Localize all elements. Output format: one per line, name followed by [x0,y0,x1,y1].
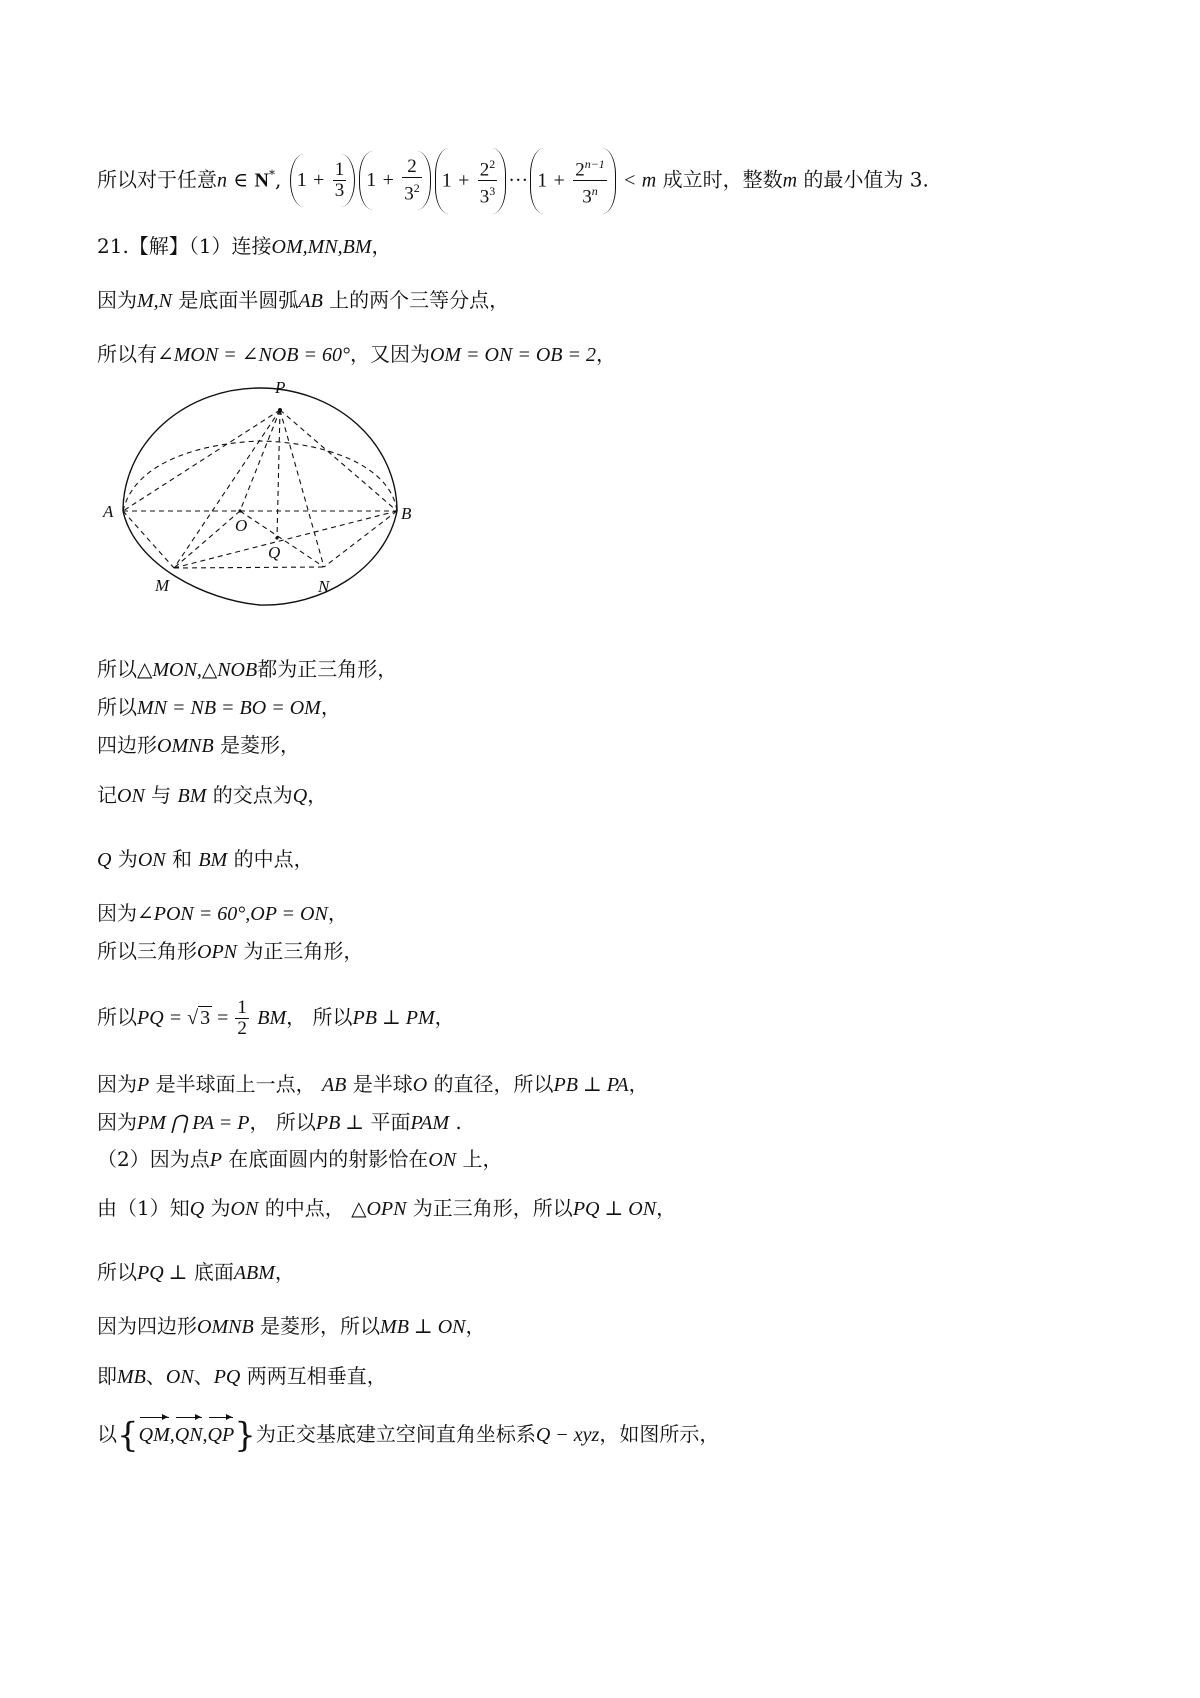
lines-l18-end: ， [465,1314,486,1338]
line-19 [97,1362,387,1391]
line-17 [97,1258,295,1287]
lines-l1-p2-den: 3 [404,183,414,205]
lines-l20-rb: } [234,1415,256,1456]
lines-l19-c: PQ [213,1366,241,1388]
lines-l11-pre: 所以三角形 [97,939,197,963]
lines-l8-pre: 记 [97,783,117,807]
line-7 [97,731,300,760]
label-n: N [318,577,330,596]
lines-l19-s1: 、 [145,1364,166,1388]
lines-l20-mid: 为正交基底建立空间直角坐标系 [255,1422,536,1446]
lines-l1-p2-plus: + [382,169,394,192]
segment-pn [280,410,324,567]
lines-l13-p: P [137,1074,150,1096]
lines-l18-math1: OMNB [197,1316,254,1338]
lines-l1-mid: 成立时，整数 [656,167,783,192]
lines-l6-end: ， [320,695,341,719]
lines-l1-p1-one: 1 [296,169,307,192]
lines-l16-mid2: 的中点， [258,1196,352,1220]
lines-l1-p1-plus: + [313,169,325,192]
lines-l4-math2: OM = ON = OB = 2 [429,344,596,366]
lines-l3-pre: 因为 [97,288,137,312]
lines-l13-pre: 因为 [97,1072,137,1096]
lines-l1-p1-num: 1 [334,159,345,181]
lines-l1-m2: m [782,169,798,192]
segment-on [240,511,324,567]
lines-l1-p4-num: 2 [575,159,585,181]
lines-l8-mid2: 的交点为 [206,783,293,807]
lines-l5-math: △MON,△NOB [137,659,258,681]
lines-l8-b: BM [177,785,207,807]
lines-l12-eq: = [212,1007,234,1029]
lines-l9-end: 的中点， [227,847,314,871]
line-1 [97,148,929,214]
fraction [402,157,422,204]
lines-l12-end: ， [434,1005,455,1029]
lines-l13-mid3: 的直径，所以 [427,1072,554,1096]
lines-l16-mid1: 为 [204,1196,231,1220]
lines-l4-end: ， [596,342,616,366]
segment-pm [174,410,280,568]
lines-l20-lb: { [117,1415,139,1456]
lines-l15-mid: 在底面圆内的射影恰在 [221,1147,429,1171]
lines-l1-p3-plus: + [458,169,470,192]
lines-l17-end: ， [274,1260,295,1284]
lines-l6-pre: 所以 [97,695,137,719]
lines-l1-lt: < [624,169,636,192]
lines-l17-math: PQ ⊥ [137,1262,188,1284]
lines-l9-c: BM [198,849,228,871]
lines-l1-p3-num: 2 [479,159,490,181]
line-20 [97,1415,720,1456]
lines-l1-m: m [641,169,657,192]
lines-l14-math3: PAM [410,1112,449,1134]
lines-l1-star: * [268,167,275,182]
lines-l9-a: Q [97,849,112,871]
lines-l11-math: OPN [197,941,237,963]
line-16 [97,1194,676,1223]
lines-l3-mid: 是底面半圆弧 [172,288,299,312]
line-5 [97,655,397,684]
segment-mn [174,567,324,568]
lines-l17-pre: 所以 [97,1260,137,1284]
fraction [235,998,249,1039]
lines-l17-abm: ABM [233,1262,275,1284]
lines-l3-end: 上的两个三等分点， [322,288,510,312]
lines-l2-end: ， [371,234,392,258]
lines-l16-on: ON [230,1198,259,1220]
lines-l6-math: MN = NB = BO = OM [137,697,321,719]
factor-1 [290,154,356,207]
lines-l10-end: ， [327,901,348,925]
lines-l1-p3-one: 1 [441,169,452,192]
label-m: M [155,576,170,595]
lines-l10-math: ∠PON = 60°,OP = ON [137,903,328,925]
lines-l9-mid2: 和 [165,847,199,871]
lines-l13-o: O [412,1074,428,1096]
lines-l11-end: 为正三角形， [237,939,364,963]
lines-l19-b: ON [165,1366,194,1388]
lines-l16-q: Q [189,1198,205,1220]
segment-pq [277,410,280,538]
line-12 [97,998,455,1039]
lines-l18-pre: 因为四边形 [97,1314,197,1338]
lines-l20-v1: QM [139,1421,170,1449]
lines-l7-pre: 四边形 [97,733,157,757]
line-18 [97,1312,486,1341]
lines-l1-in: ∈ [233,169,249,192]
lines-l15-p: P [209,1149,222,1171]
line-2 [97,232,392,261]
figure-mark [275,536,278,539]
lines-l14-mid2: 平面 [364,1110,411,1134]
lines-l20-v2: QN [175,1421,203,1449]
lines-l15-on: ON [428,1149,457,1171]
line-10 [97,899,348,928]
lines-l1-p4-den: 3 [582,186,592,208]
segment-pa [123,410,280,511]
lines-l5-pre: 所以 [97,657,137,681]
lines-l12-three: 3 [200,1007,211,1029]
lines-l2-math: OM,MN,BM [271,236,372,258]
lines-l18-mid: 是菱形，所以 [253,1314,381,1338]
factor-3 [435,148,507,214]
lines-l1-prefix: 所以对于任意 [97,167,217,192]
lines-l3-ab: AB [298,290,323,312]
segment-om [174,511,240,568]
factor-4 [530,148,616,214]
lines-l4-mid: ，又因为 [349,342,430,366]
fraction [333,160,347,201]
lines-l1-N: N [254,169,269,192]
lines-l13-mid1: 是半球面上一点， [149,1072,322,1096]
lines-l19-end: 两两互相垂直， [240,1364,387,1388]
line-11 [97,937,363,966]
line-13 [97,1070,649,1099]
lines-l1-p1-den: 3 [334,180,345,202]
figure-mark [238,509,241,512]
lines-l9-mid1: 为 [111,847,138,871]
lines-l1-suffix: 的最小值为 3. [797,167,929,192]
lines-l5-end: 都为正三角形， [257,657,398,681]
lines-l12-bm: BM [257,1007,287,1029]
lines-l8-mid1: 与 [144,783,178,807]
lines-l15-pre: （2）因为点 [97,1147,210,1171]
lines-l14-end: . [448,1110,462,1134]
lines-l1-p3-den: 3 [479,186,490,208]
lines-l4-math1: ∠MON = ∠NOB = 60° [157,344,350,366]
lines-l9-b: ON [137,849,166,871]
lines-l20-v3: QP [208,1421,235,1449]
line-4 [97,340,616,369]
lines-l12-pre: 所以 [97,1005,137,1029]
segment-po [240,410,280,511]
lines-l20-c1: , [169,1424,175,1446]
lines-l14-mid: ， 所以 [249,1110,316,1134]
lines-l7-end: 是菱形， [213,733,301,757]
lines-l1-p4-one: 1 [537,169,548,192]
fraction [478,154,498,208]
lines-l8-c: Q [292,785,308,807]
figure-mark [278,408,282,412]
lines-l20-end: ，如图所示， [599,1422,720,1446]
lines-l19-pre: 即 [97,1364,117,1388]
lines-l19-s2: 、 [193,1364,214,1388]
lines-l14-math2: PB ⊥ [315,1112,365,1134]
label-b: B [401,504,412,523]
lines-l1-dots: ··· [508,169,529,192]
lines-l1-p2-den_exp: 2 [413,181,420,196]
lines-l12-mid: ， 所以 [286,1005,353,1029]
fraction [573,154,607,208]
line-14 [97,1108,462,1137]
lines-l1-p2-num: 2 [402,157,422,178]
lines-l12-num: 1 [237,997,247,1018]
lines-l1-p4-den_exp: n [591,184,598,199]
lines-l16-mid3: 为正三角形，所以 [406,1196,573,1220]
lines-l20-math: Q − xyz [535,1424,600,1446]
lines-l20-c2: , [202,1424,208,1446]
line-15 [97,1145,502,1174]
lines-l16-tri: △OPN [351,1198,407,1220]
factor-2 [359,151,431,210]
lines-l12-pq: PQ = [137,1007,188,1029]
lines-l16-math: PQ ⊥ ON [572,1198,657,1220]
lines-l18-math2: MB ⊥ ON [380,1316,466,1338]
lines-l7-math: OMNB [157,735,214,757]
label-p: P [275,378,286,397]
lines-l15-end: 上， [456,1147,503,1171]
lines-l16-end: ， [656,1196,677,1220]
lines-l16-pre: 由（1）知 [97,1196,190,1220]
lines-l1-p4-num_exp: n−1 [584,157,605,171]
line-6 [97,693,341,722]
line-9 [97,845,314,874]
lines-l13-math: PB ⊥ PA [553,1074,629,1096]
label-q: Q [268,543,281,562]
lines-l1-p4-plus: + [553,169,565,192]
lines-l13-ab: AB [321,1074,347,1096]
lines-l12-sqrt: √ [187,1007,199,1029]
lines-l8-end: ， [307,783,328,807]
label-o: O [235,516,248,535]
lines-l8-a: ON [117,785,145,807]
lines-l20-pre: 以 [97,1422,117,1446]
lines-l1-comma: , [274,167,282,192]
lines-l13-end: ， [628,1072,649,1096]
line-8 [97,781,327,810]
segment-bm [174,511,397,568]
lines-l3-math: M,N [137,290,172,312]
segment-am [123,511,174,568]
lines-l1-p2-one: 1 [366,169,377,192]
lines-l17-mid: 底面 [187,1260,234,1284]
lines-l1-p3-den_exp: 3 [489,184,496,199]
lines-l14-pre: 因为 [97,1110,137,1134]
lines-l1-p3-num_exp: 2 [489,157,496,171]
lines-l1-n: n [217,169,227,192]
hemisphere-figure [95,378,425,635]
lines-l19-a: MB [117,1366,146,1388]
lines-l4-pre: 所以有 [97,342,157,366]
lines-l14-math1: PM ⋂ PA = P [137,1112,250,1134]
hemisphere-outline [123,388,397,511]
lines-l12-den: 2 [237,1018,247,1039]
segment-pb [280,410,397,511]
line-3 [97,286,509,315]
lines-l13-mid2: 是半球 [346,1072,413,1096]
label-a: A [103,502,114,521]
lines-l2-label: 21.【解】（1）连接 [97,234,272,258]
lines-l10-pre: 因为 [97,901,137,925]
lines-l12-math: PB ⊥ PM [352,1007,435,1029]
